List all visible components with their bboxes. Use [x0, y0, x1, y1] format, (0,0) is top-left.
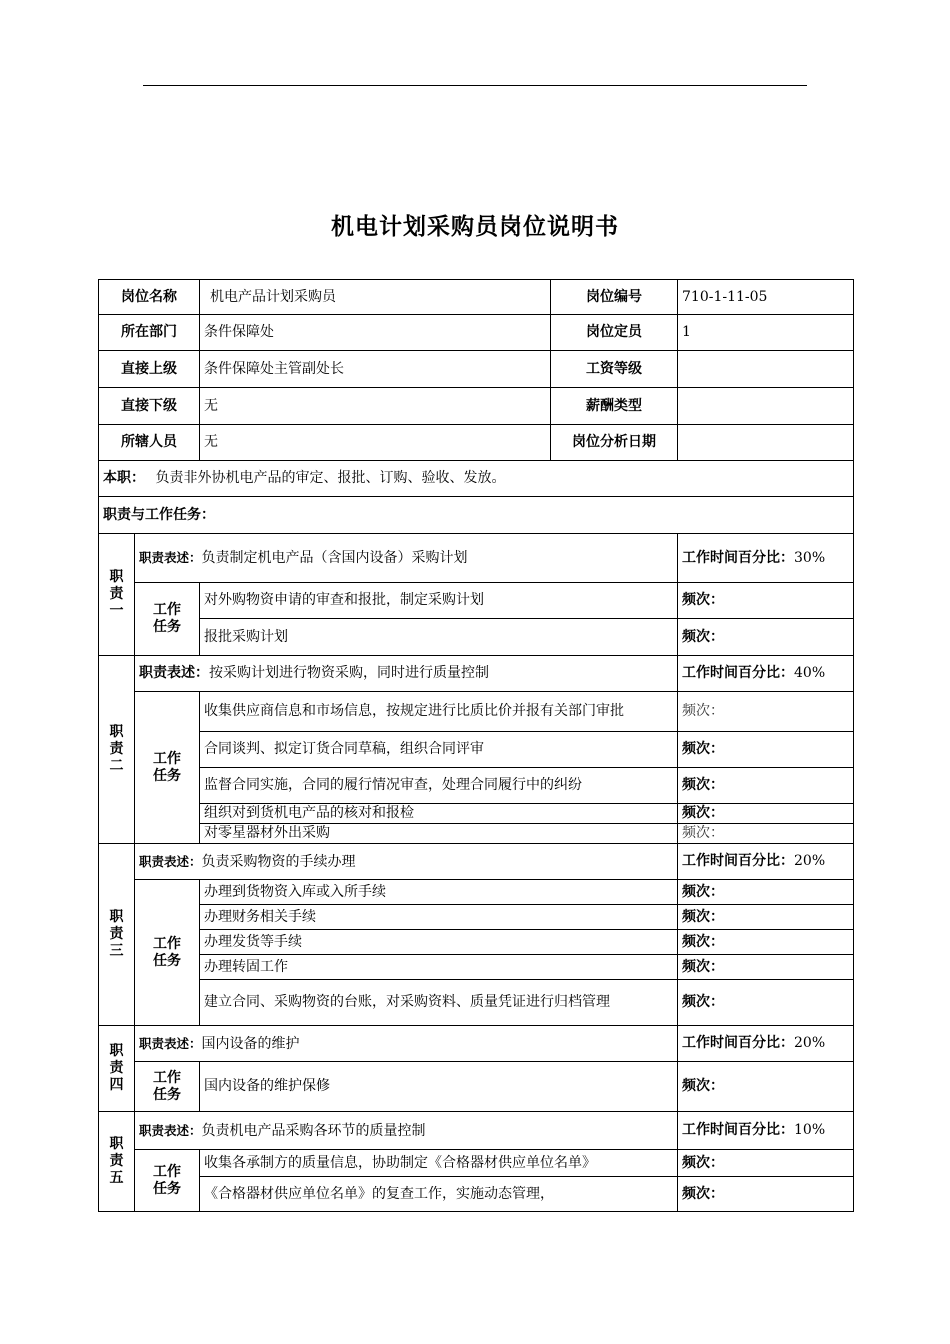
position-code-label: 岗位编号 [551, 280, 678, 315]
subordinate-value: 无 [200, 388, 551, 425]
salary-grade-value [678, 351, 854, 388]
pay-type-label: 薪酬类型 [551, 388, 678, 425]
duty-4-task-1-freq: 频次： [678, 1062, 854, 1112]
duty-2-name: 职 责 二 [99, 656, 135, 844]
section-heading: 职责与工作任务： [99, 497, 854, 534]
duty-1-task-label: 工作 任务 [135, 583, 200, 656]
pay-type-value [678, 388, 854, 425]
duty-2-task-3: 监督合同实施，合同的履行情况审查，处理合同履行中的纠纷 [200, 768, 678, 804]
analysis-date-value [678, 425, 854, 461]
duty-5-task-1: 收集各承制方的质量信息，协助制定《合格器材供应单位名单》 [200, 1150, 678, 1177]
duty-5-task-2: 《合格器材供应单位名单》的复查工作，实施动态管理， [200, 1177, 678, 1212]
position-name-value: 机电产品计划采购员 [200, 280, 551, 315]
duty-2-task-2: 合同谈判、拟定订货合同草稿，组织合同评审 [200, 732, 678, 768]
duty-2-task-label: 工作 任务 [135, 692, 200, 844]
main-duty [99, 461, 854, 497]
duty-5-name: 职 责 五 [99, 1112, 135, 1212]
salary-grade-label: 工资等级 [551, 351, 678, 388]
duty-4-task-1: 国内设备的维护保修 [200, 1062, 678, 1112]
duty-4-task-label: 工作 任务 [135, 1062, 200, 1112]
duty-5-pct: 工作时间百分比：10% [678, 1112, 854, 1150]
department-label: 所在部门 [99, 315, 200, 351]
duty-4-statement: 职责表述：国内设备的维护 [135, 1026, 678, 1062]
duty-2-pct: 工作时间百分比：40% [678, 656, 854, 692]
duty-1-statement: 职责表述：负责制定机电产品（含国内设备）采购计划 [135, 534, 678, 583]
duty-1-task-1: 对外购物资申请的审查和报批，制定采购计划 [200, 583, 678, 619]
duty-1-task-2-freq: 频次： [678, 619, 854, 656]
duty-5-task-1-freq: 频次： [678, 1150, 854, 1177]
superior-label: 直接上级 [99, 351, 200, 388]
staff-label: 所辖人员 [99, 425, 200, 461]
duty-2-task-4-freq: 频次： [678, 804, 854, 824]
document-title: 机电计划采购员岗位说明书 [331, 214, 619, 240]
duty-2-task-5: 对零星器材外出采购 [200, 824, 678, 844]
duty-2-task-1-freq: 频次： [678, 692, 854, 732]
duty-5-task-label: 工作 任务 [135, 1150, 200, 1212]
analysis-date-label: 岗位分析日期 [551, 425, 678, 461]
duty-3-task-2: 办理财务相关手续 [200, 905, 678, 930]
duty-3-statement: 职责表述：负责采购物资的手续办理 [135, 844, 678, 880]
duty-1-task-1-freq: 频次： [678, 583, 854, 619]
duty-1-name: 职 责 一 [99, 534, 135, 656]
department-value: 条件保障处 [200, 315, 551, 351]
staff-value: 无 [200, 425, 551, 461]
duty-1-task-2: 报批采购计划 [200, 619, 678, 656]
main-duty-text: 负责非外协机电产品的审定、报批、订购、验收、发放。 [155, 470, 506, 486]
duty-3-task-4-freq: 频次： [678, 955, 854, 980]
duty-3-task-3: 办理发货等手续 [200, 930, 678, 955]
position-code-value: 710-1-11-05 [678, 280, 854, 315]
duty-3-task-2-freq: 频次： [678, 905, 854, 930]
duty-3-task-5-freq: 频次： [678, 980, 854, 1026]
duty-5-task-2-freq: 频次： [678, 1177, 854, 1212]
duty-2-task-4: 组织对到货机电产品的核对和报检 [200, 804, 678, 824]
duty-4-name: 职 责 四 [99, 1026, 135, 1112]
subordinate-label: 直接下级 [99, 388, 200, 425]
headcount-label: 岗位定员 [551, 315, 678, 351]
duty-3-task-label: 工作 任务 [135, 880, 200, 1026]
main-duty-label: 本职： [103, 470, 145, 486]
duty-2-task-5-freq: 频次： [678, 824, 854, 844]
duty-1-pct: 工作时间百分比：30% [678, 534, 854, 583]
duty-3-task-1: 办理到货物资入库或入所手续 [200, 880, 678, 905]
headcount-value: 1 [678, 315, 854, 351]
job-description-table [98, 279, 854, 1212]
duty-2-task-3-freq: 频次： [678, 768, 854, 804]
duty-3-pct: 工作时间百分比：20% [678, 844, 854, 880]
duty-4-pct: 工作时间百分比：20% [678, 1026, 854, 1062]
position-name-label: 岗位名称 [99, 280, 200, 315]
duty-5-statement: 职责表述：负责机电产品采购各环节的质量控制 [135, 1112, 678, 1150]
duty-3-name: 职 责 三 [99, 844, 135, 1026]
duty-3-task-4: 办理转固工作 [200, 955, 678, 980]
duty-2-task-2-freq: 频次： [678, 732, 854, 768]
duty-3-task-1-freq: 频次： [678, 880, 854, 905]
superior-value: 条件保障处主管副处长 [200, 351, 551, 388]
duty-2-statement: 职责表述：按采购计划进行物资采购，同时进行质量控制 [135, 656, 678, 692]
header-rule [143, 85, 807, 86]
duty-3-task-5: 建立合同、采购物资的台账，对采购资料、质量凭证进行归档管理 [200, 980, 678, 1026]
duty-2-task-1: 收集供应商信息和市场信息，按规定进行比质比价并报有关部门审批 [200, 692, 678, 732]
duty-3-task-3-freq: 频次： [678, 930, 854, 955]
